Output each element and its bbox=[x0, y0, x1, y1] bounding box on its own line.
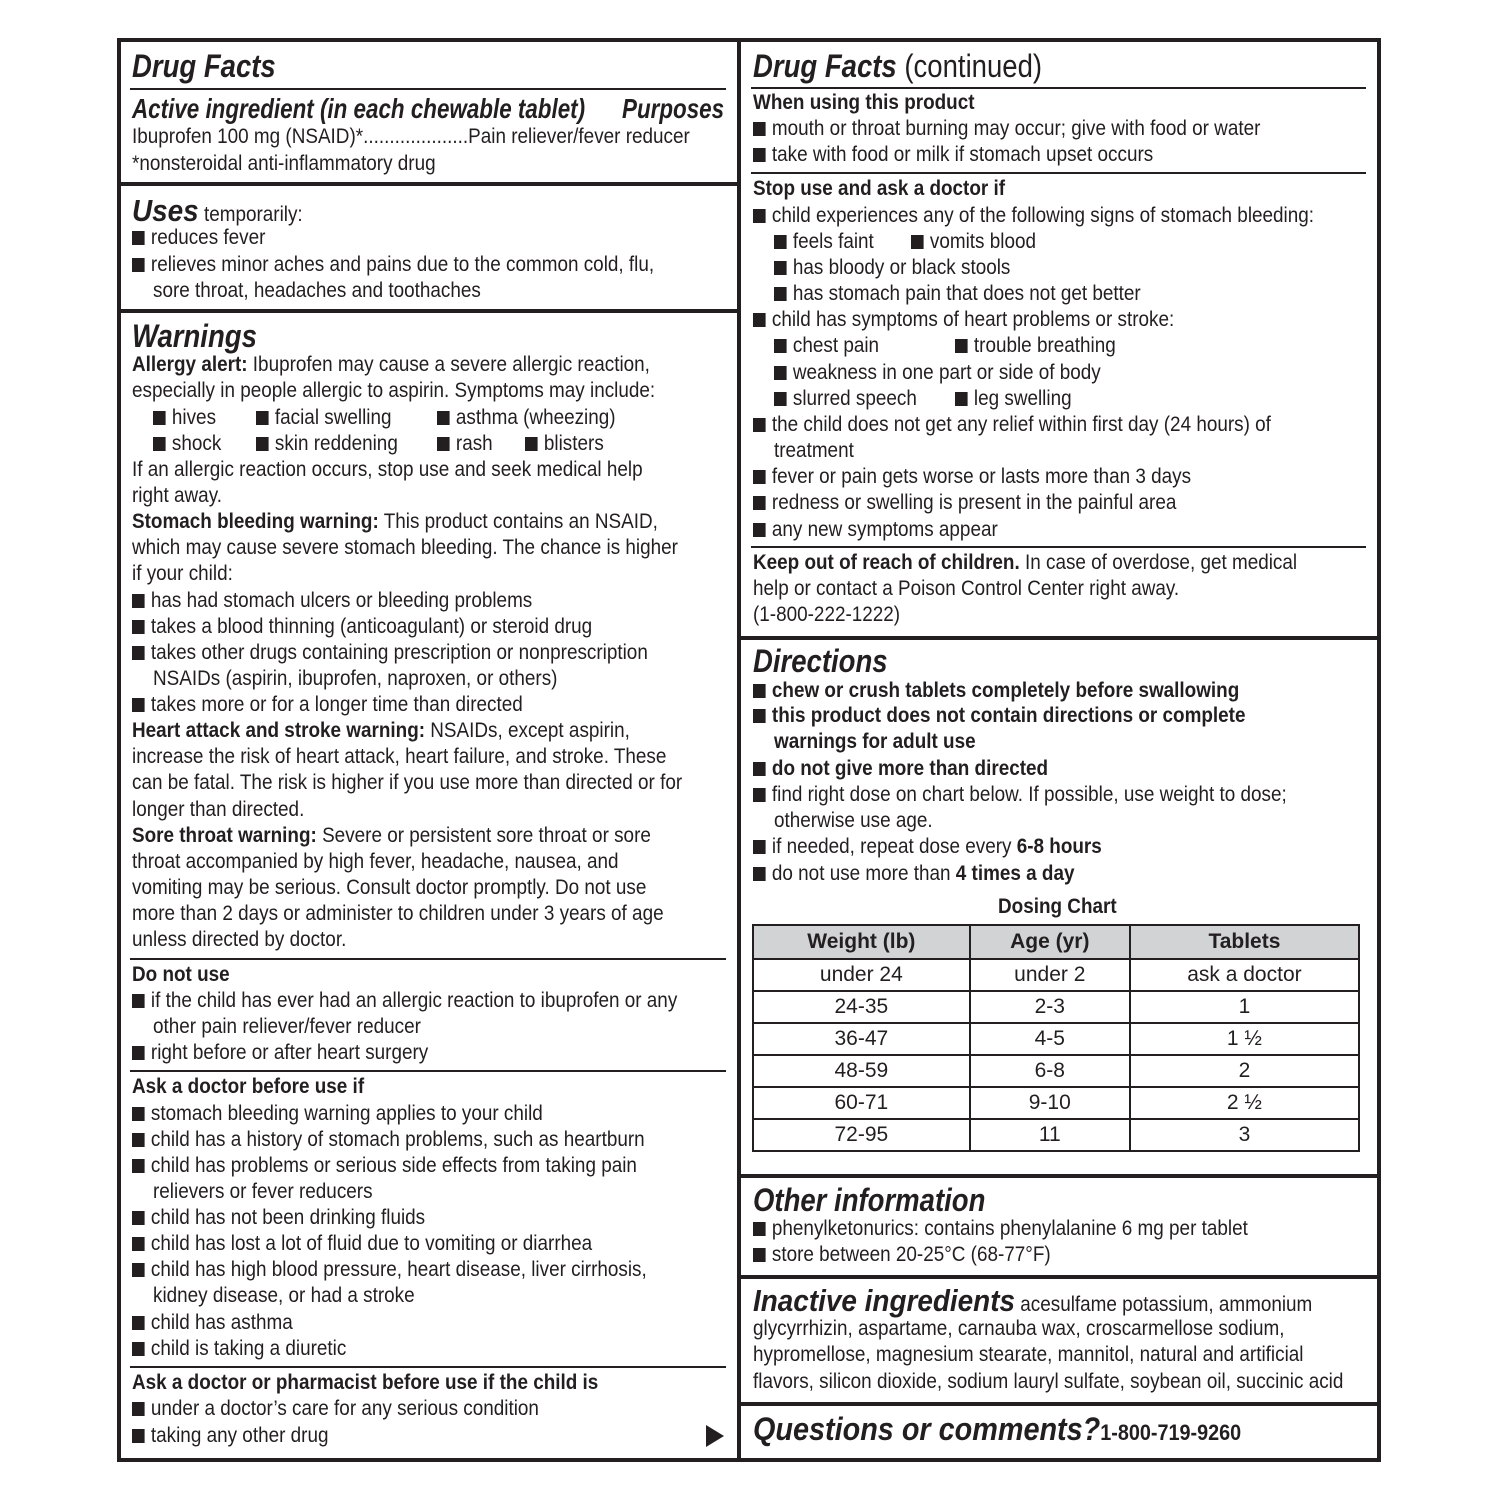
bullet-icon bbox=[256, 437, 269, 451]
table-cell: 1 ½ bbox=[1130, 1023, 1359, 1055]
do-not-use-title: Do not use bbox=[132, 963, 230, 986]
list-item: child experiences any of the following signs of stomach bleeding: bbox=[753, 203, 1314, 229]
keep-out-line2: help or contact a Poison Control Center right away. bbox=[753, 577, 1180, 600]
symptom: skin reddening bbox=[256, 431, 398, 457]
symptom: blisters bbox=[525, 431, 604, 457]
allergy-after2: right away. bbox=[132, 484, 222, 507]
table-cell: under 24 bbox=[753, 959, 970, 991]
sub-item: vomits blood bbox=[911, 229, 1036, 255]
bullet-icon bbox=[132, 594, 145, 608]
sub-item: has stomach pain that does not get better bbox=[774, 281, 1141, 307]
poison-control-phone: (1-800-222-1222) bbox=[753, 603, 901, 626]
bullet-icon bbox=[753, 313, 766, 327]
stomach-warning-line3: if your child: bbox=[132, 562, 233, 585]
bullet-icon bbox=[132, 1159, 145, 1173]
dosing-chart-table bbox=[752, 924, 1360, 1152]
table-cell: 9-10 bbox=[970, 1087, 1130, 1119]
table-cell: ask a doctor bbox=[1130, 959, 1359, 991]
list-item-cont: treatment bbox=[774, 439, 854, 462]
sub-item: slurred speech bbox=[774, 386, 917, 412]
bullet-icon bbox=[753, 418, 766, 432]
list-item: fever or pain gets worse or lasts more than 3 days bbox=[753, 464, 1191, 490]
inactive-ingredients-line4: flavors, silicon dioxide, sodium lauryl sulfate, soybean oil, succinic acid bbox=[753, 1370, 1344, 1393]
bullet-icon bbox=[132, 1237, 145, 1251]
section-divider bbox=[741, 1275, 1379, 1279]
bullet-icon bbox=[153, 437, 166, 451]
list-item: relieves minor aches and pains due to the common cold, flu, bbox=[132, 252, 654, 278]
divider bbox=[130, 958, 726, 960]
bullet-icon bbox=[132, 1316, 145, 1330]
table-row bbox=[753, 991, 1359, 1023]
bullet-icon bbox=[955, 392, 968, 406]
bullet-icon bbox=[753, 148, 766, 162]
list-item: child is taking a diuretic bbox=[132, 1336, 346, 1362]
bullet-icon bbox=[753, 709, 766, 723]
ask-doctor-title: Ask a doctor before use if bbox=[132, 1075, 365, 1098]
divider bbox=[130, 88, 726, 90]
warnings-title: Warnings bbox=[132, 318, 257, 354]
bullet-icon bbox=[132, 1342, 145, 1356]
dosing-chart-title: Dosing Chart bbox=[998, 895, 1117, 918]
uses-intro: temporarily: bbox=[203, 203, 303, 226]
heart-warning-line2: increase the risk of heart attack, heart failure, and stroke. These bbox=[132, 745, 667, 768]
active-ingredient-header: Active ingredient (in each chewable tablet) bbox=[132, 93, 586, 124]
questions-title: Questions or comments? bbox=[753, 1411, 1101, 1447]
list-item: the child does not get any relief within first day (24 hours) of bbox=[753, 412, 1271, 438]
continue-arrow-icon bbox=[706, 1425, 724, 1447]
bullet-icon bbox=[753, 122, 766, 136]
stomach-warning-line1: Stomach bleeding warning: This product contains an NSAID, bbox=[132, 510, 658, 533]
column-divider bbox=[737, 38, 741, 1462]
symptom: hives bbox=[153, 405, 216, 431]
stomach-warning-line2: which may cause severe stomach bleeding. The chance is higher bbox=[132, 536, 678, 559]
directions-title: Directions bbox=[753, 643, 888, 679]
list-item: store between 20-25°C (68-77°F) bbox=[753, 1242, 1051, 1268]
uses-title: Uses bbox=[132, 193, 199, 228]
list-item: any new symptoms appear bbox=[753, 517, 998, 543]
list-item: reduces fever bbox=[132, 225, 265, 251]
sub-item: has bloody or black stools bbox=[774, 255, 1010, 281]
list-item: taking any other drug bbox=[132, 1423, 328, 1449]
ask-pharmacist-title: Ask a doctor or pharmacist before use if the child is bbox=[132, 1371, 599, 1394]
divider bbox=[751, 546, 1366, 548]
list-item: chew or crush tablets completely before swallowing bbox=[753, 678, 1239, 704]
bullet-icon bbox=[753, 867, 766, 881]
bullet-icon bbox=[774, 287, 787, 301]
list-item: this product does not contain directions or complete bbox=[753, 703, 1245, 729]
questions-line bbox=[753, 1411, 1241, 1452]
list-item-cont: sore throat, headaches and toothaches bbox=[153, 279, 481, 302]
section-divider bbox=[119, 182, 739, 186]
bullet-icon bbox=[753, 684, 766, 698]
sub-item: feels faint bbox=[774, 229, 874, 255]
bullet-icon bbox=[753, 470, 766, 484]
list-item: if the child has ever had an allergic reaction to ibuprofen or any bbox=[132, 988, 677, 1014]
table-row bbox=[753, 1055, 1359, 1087]
table-cell: 4-5 bbox=[970, 1023, 1130, 1055]
heart-warning-line1: Heart attack and stroke warning: NSAIDs, except aspirin, bbox=[132, 719, 630, 742]
questions-phone: 1-800-719-9260 bbox=[1100, 1420, 1242, 1445]
bullet-icon bbox=[132, 258, 145, 272]
list-item: has had stomach ulcers or bleeding problems bbox=[132, 588, 532, 614]
bullet-icon bbox=[753, 788, 766, 802]
section-divider bbox=[741, 1174, 1379, 1178]
column-header: Weight (lb) bbox=[753, 925, 970, 959]
heart-warning-line4: longer than directed. bbox=[132, 798, 305, 821]
table-row bbox=[753, 1119, 1359, 1151]
divider bbox=[130, 1070, 726, 1072]
bullet-icon bbox=[753, 1222, 766, 1236]
list-item: do not give more than directed bbox=[753, 756, 1048, 782]
other-information-title: Other information bbox=[753, 1182, 986, 1218]
list-item-cont: relievers or fever reducers bbox=[153, 1180, 373, 1203]
list-item: child has asthma bbox=[132, 1310, 293, 1336]
drug-facts-continued-title: Drug Facts (continued) bbox=[753, 48, 1043, 84]
list-item: redness or swelling is present in the painful area bbox=[753, 490, 1176, 516]
bullet-icon bbox=[753, 762, 766, 776]
bullet-icon bbox=[955, 339, 968, 353]
table-cell: 1 bbox=[1130, 991, 1359, 1023]
footnote: *nonsteroidal anti-inflammatory drug bbox=[132, 152, 436, 175]
sub-item: trouble breathing bbox=[955, 333, 1116, 359]
table-row bbox=[753, 1023, 1359, 1055]
list-item-cont: kidney disease, or had a stroke bbox=[153, 1284, 415, 1307]
bullet-icon bbox=[774, 339, 787, 353]
list-item-cont: otherwise use age. bbox=[774, 809, 933, 832]
list-item: right before or after heart surgery bbox=[132, 1040, 428, 1066]
bullet-icon bbox=[753, 209, 766, 223]
divider bbox=[751, 87, 1366, 89]
bullet-icon bbox=[753, 523, 766, 537]
table-cell: 48-59 bbox=[753, 1055, 970, 1087]
bullet-icon bbox=[132, 1046, 145, 1060]
table-row bbox=[753, 959, 1359, 991]
bullet-icon bbox=[753, 840, 766, 854]
bullet-icon bbox=[132, 1107, 145, 1121]
active-ingredient-line: Ibuprofen 100 mg (NSAID)*....................Pain reliever/fever reducer bbox=[132, 125, 690, 148]
list-item: child has high blood pressure, heart disease, liver cirrhosis, bbox=[132, 1257, 647, 1283]
symptom: asthma (wheezing) bbox=[437, 405, 616, 431]
symptom: rash bbox=[437, 431, 493, 457]
table-cell: 2 ½ bbox=[1130, 1087, 1359, 1119]
bullet-icon bbox=[132, 1263, 145, 1277]
list-item: child has not been drinking fluids bbox=[132, 1205, 425, 1231]
purposes-header: Purposes bbox=[622, 93, 725, 124]
section-divider bbox=[741, 636, 1379, 640]
list-item: if needed, repeat dose every 6-8 hours bbox=[753, 834, 1102, 860]
symptom: shock bbox=[153, 431, 221, 457]
bullet-icon bbox=[132, 1133, 145, 1147]
table-cell: 24-35 bbox=[753, 991, 970, 1023]
sore-throat-line2: throat accompanied by high fever, headache, nausea, and bbox=[132, 850, 619, 873]
sub-item: weakness in one part or side of body bbox=[774, 360, 1101, 386]
table-cell: 11 bbox=[970, 1119, 1130, 1151]
keep-out-line1: Keep out of reach of children. In case of overdose, get medical bbox=[753, 551, 1298, 574]
list-item: take with food or milk if stomach upset occurs bbox=[753, 142, 1153, 168]
table-cell: 2-3 bbox=[970, 991, 1130, 1023]
sore-throat-line3: vomiting may be serious. Consult doctor promptly. Do not use bbox=[132, 876, 647, 899]
list-item-cont: warnings for adult use bbox=[774, 730, 976, 753]
inactive-ingredients-line1: Inactive ingredients acesulfame potassium, ammonium bbox=[753, 1283, 1313, 1318]
table-cell: 72-95 bbox=[753, 1119, 970, 1151]
list-item: takes more or for a longer time than directed bbox=[132, 692, 523, 718]
list-item: mouth or throat burning may occur; give with food or water bbox=[753, 116, 1260, 142]
inactive-ingredients-line2: glycyrrhizin, aspartame, carnauba wax, croscarmellose sodium, bbox=[753, 1317, 1285, 1340]
table-cell: 2 bbox=[1130, 1055, 1359, 1087]
list-item-cont: NSAIDs (aspirin, ibuprofen, naproxen, or others) bbox=[153, 667, 558, 690]
list-item: child has lost a lot of fluid due to vomiting or diarrhea bbox=[132, 1231, 592, 1257]
list-item: child has problems or serious side effects from taking pain bbox=[132, 1153, 637, 1179]
list-item: under a doctor’s care for any serious condition bbox=[132, 1396, 539, 1422]
table-cell: 36-47 bbox=[753, 1023, 970, 1055]
divider bbox=[751, 172, 1366, 174]
table-header-row bbox=[753, 925, 1359, 959]
section-divider bbox=[119, 309, 739, 313]
bullet-icon bbox=[132, 1429, 145, 1443]
bullet-icon bbox=[774, 392, 787, 406]
bullet-icon bbox=[753, 1248, 766, 1262]
list-item: child has a history of stomach problems, such as heartburn bbox=[132, 1127, 645, 1153]
column-header: Tablets bbox=[1130, 925, 1359, 959]
list-item: takes other drugs containing prescription or nonprescription bbox=[132, 640, 648, 666]
bullet-icon bbox=[132, 646, 145, 660]
table-cell: 3 bbox=[1130, 1119, 1359, 1151]
bullet-icon bbox=[132, 231, 145, 245]
table-row bbox=[753, 1087, 1359, 1119]
table-cell: 60-71 bbox=[753, 1087, 970, 1119]
list-item: find right dose on chart below. If possible, use weight to dose; bbox=[753, 782, 1287, 808]
bullet-icon bbox=[256, 411, 269, 425]
heart-warning-line3: can be fatal. The risk is higher if you use more than directed or for bbox=[132, 771, 683, 794]
bullet-icon bbox=[132, 1402, 145, 1416]
bullet-icon bbox=[132, 1211, 145, 1225]
list-item-cont: other pain reliever/fever reducer bbox=[153, 1015, 421, 1038]
bullet-icon bbox=[132, 698, 145, 712]
list-item: do not use more than 4 times a day bbox=[753, 861, 1074, 887]
list-item: child has symptoms of heart problems or stroke: bbox=[753, 307, 1174, 333]
stop-use-title: Stop use and ask a doctor if bbox=[753, 177, 1006, 200]
bullet-icon bbox=[132, 994, 145, 1008]
bullet-icon bbox=[437, 411, 450, 425]
sub-item: chest pain bbox=[774, 333, 879, 359]
bullet-icon bbox=[132, 620, 145, 634]
symptom: facial swelling bbox=[256, 405, 392, 431]
table-cell: under 2 bbox=[970, 959, 1130, 991]
bullet-icon bbox=[525, 437, 538, 451]
sore-throat-line1: Sore throat warning: Severe or persistent sore throat or sore bbox=[132, 824, 651, 847]
list-item: phenylketonurics: contains phenylalanine 6 mg per tablet bbox=[753, 1216, 1248, 1242]
allergy-alert-line1: Allergy alert: Ibuprofen may cause a severe allergic reaction, bbox=[132, 353, 650, 376]
section-divider bbox=[741, 1402, 1379, 1406]
sub-item: leg swelling bbox=[955, 386, 1072, 412]
list-item: stomach bleeding warning applies to your child bbox=[132, 1101, 543, 1127]
column-header: Age (yr) bbox=[970, 925, 1130, 959]
sore-throat-line4: more than 2 days or administer to children under 3 years of age bbox=[132, 902, 664, 925]
bullet-icon bbox=[911, 235, 924, 249]
inactive-ingredients-line3: hypromellose, magnesium stearate, mannitol, natural and artificial bbox=[753, 1343, 1304, 1366]
allergy-after1: If an allergic reaction occurs, stop use and seek medical help bbox=[132, 458, 643, 481]
list-item: takes a blood thinning (anticoagulant) or steroid drug bbox=[132, 614, 592, 640]
drug-facts-title: Drug Facts bbox=[132, 48, 276, 84]
divider bbox=[130, 1366, 726, 1368]
allergy-alert-line2: especially in people allergic to aspirin. Symptoms may include: bbox=[132, 379, 656, 402]
table-cell: 6-8 bbox=[970, 1055, 1130, 1087]
sore-throat-line5: unless directed by doctor. bbox=[132, 928, 347, 951]
bullet-icon bbox=[153, 411, 166, 425]
bullet-icon bbox=[774, 235, 787, 249]
bullet-icon bbox=[774, 366, 787, 380]
bullet-icon bbox=[753, 496, 766, 510]
bullet-icon bbox=[774, 261, 787, 275]
when-using-title: When using this product bbox=[753, 91, 975, 114]
bullet-icon bbox=[437, 437, 450, 451]
